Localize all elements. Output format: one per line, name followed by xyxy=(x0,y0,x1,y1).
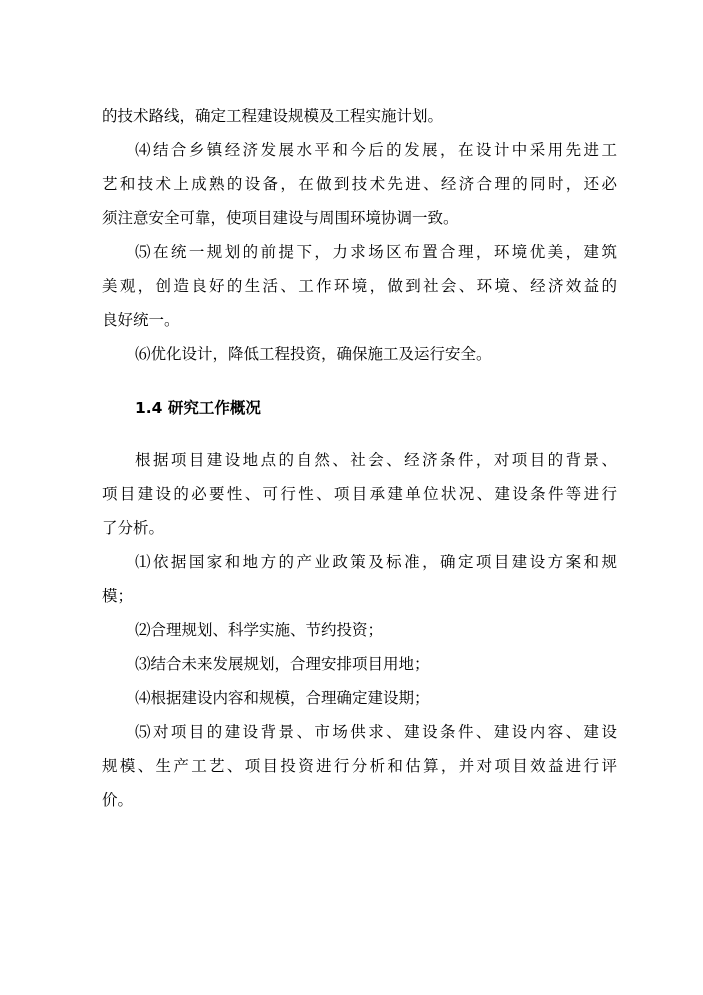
text-line: 项目建设的必要性、可行性、项目承建单位状况、建设条件等进行 xyxy=(102,485,617,503)
list-item-3 xyxy=(102,647,617,681)
text-line: ⑸对项目的建设背景、市场供求、建设条件、建设内容、建设 xyxy=(135,723,617,741)
text-line: 良好统一。 xyxy=(102,311,180,329)
paragraph-continuation xyxy=(102,99,617,133)
text-line: 美观，创造良好的生活、工作环境，做到社会、环境、经济效益的 xyxy=(102,277,617,295)
list-item-5b xyxy=(102,715,617,817)
text-line: 须注意安全可靠，使项目建设与周围环境协调一致。 xyxy=(102,209,459,227)
list-item-5 xyxy=(102,235,617,337)
list-item-6 xyxy=(102,337,617,371)
text-line: 了分析。 xyxy=(102,519,165,537)
text-line: ⑹优化设计，降低工程投资，确保施工及运行安全。 xyxy=(135,345,492,363)
list-item-4b xyxy=(102,681,617,715)
text-line: ⑶结合未来发展规划，合理安排项目用地； xyxy=(135,655,430,673)
text-line: 根据项目建设地点的自然、社会、经济条件，对项目的背景、 xyxy=(135,451,617,469)
text-line: ⑵合理规划、科学实施、节约投资； xyxy=(135,621,384,639)
text-line: ⑷根据建设内容和规模，合理确定建设期； xyxy=(135,689,430,707)
text-line: 价。 xyxy=(102,791,134,809)
text-line: 的技术路线，确定工程建设规模及工程实施计划。 xyxy=(102,107,444,125)
text-line: ⑸在统一规划的前提下，力求场区布置合理，环境优美，建筑 xyxy=(135,243,617,261)
section-heading: 1.4 研究工作概况 xyxy=(135,399,261,417)
text-line: 艺和技术上成熟的设备，在做到技术先进、经济合理的同时，还必 xyxy=(102,175,617,193)
document-page xyxy=(102,99,617,817)
text-line: 规模、生产工艺、项目投资进行分析和估算，并对项目效益进行评 xyxy=(102,757,617,775)
list-item-1 xyxy=(102,545,617,613)
intro-paragraph xyxy=(102,443,617,545)
list-item-4 xyxy=(102,133,617,235)
list-item-2 xyxy=(102,613,617,647)
text-line: 模； xyxy=(102,587,134,605)
text-line: ⑴依据国家和地方的产业政策及标准，确定项目建设方案和规 xyxy=(135,553,617,571)
text-line: ⑷结合乡镇经济发展水平和今后的发展，在设计中采用先进工 xyxy=(135,141,617,159)
